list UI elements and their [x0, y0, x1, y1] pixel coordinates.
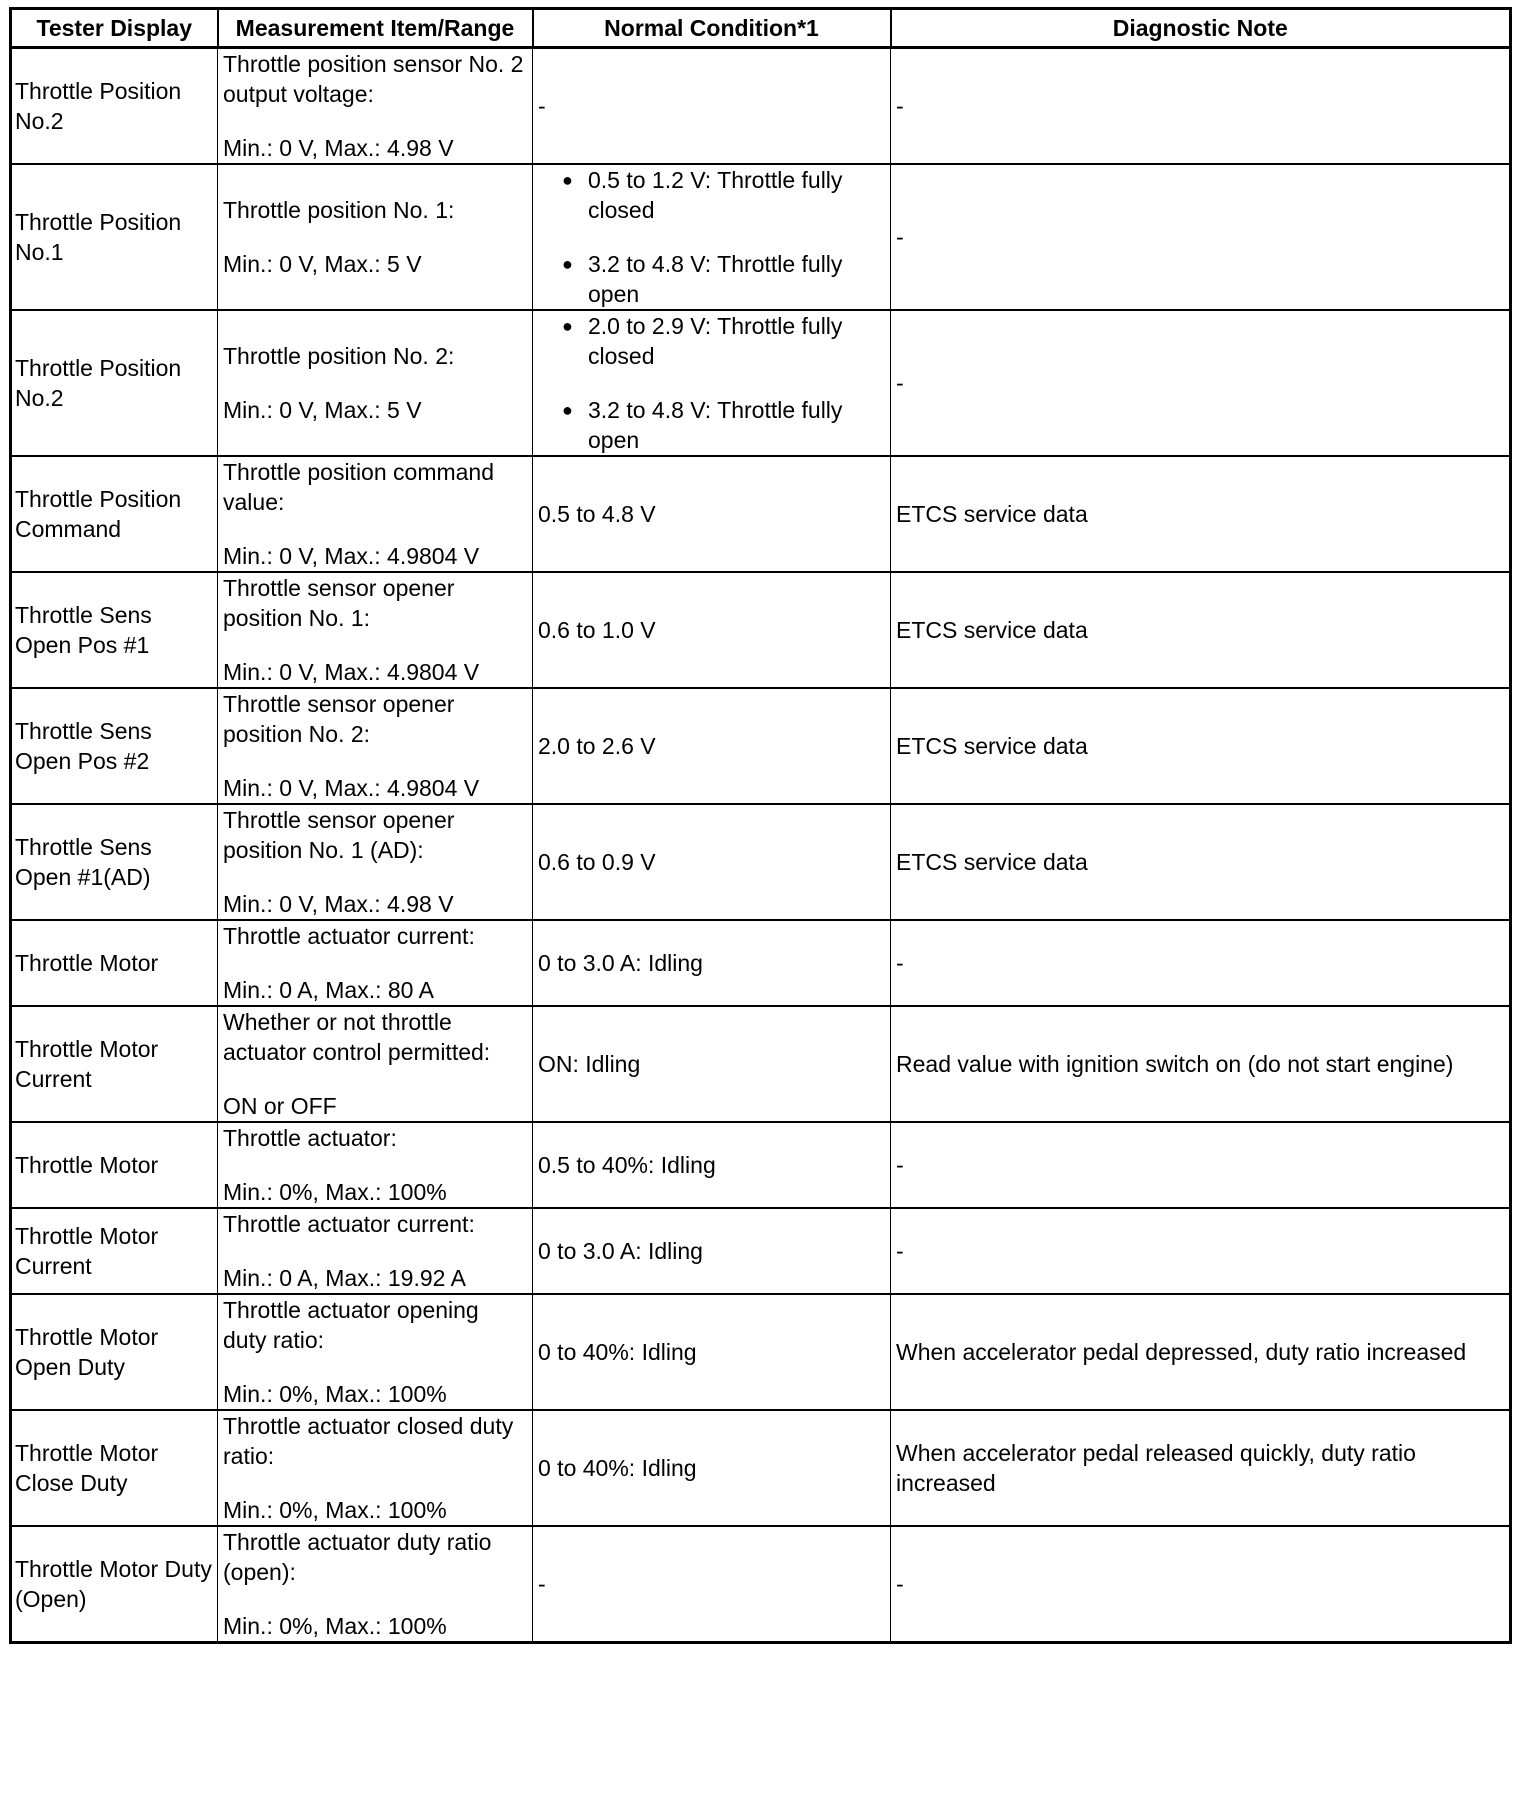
cell-normal-condition — [533, 572, 891, 688]
cell-tester-display: Throttle Motor — [11, 920, 218, 1006]
measurement-gap — [223, 1239, 527, 1263]
table-row — [11, 310, 1511, 456]
measurement-gap — [223, 749, 527, 773]
table-row — [11, 48, 1511, 165]
normal-condition-text: 3.2 to 4.8 V: Throttle fully open — [588, 397, 843, 453]
bullet-dot-icon: ● — [562, 254, 573, 274]
measurement-item-text: Throttle actuator opening duty ratio: — [223, 1297, 479, 1353]
normal-condition-text: 0 to 40%: Idling — [538, 1455, 697, 1481]
normal-condition-text: 0 to 3.0 A: Idling — [538, 950, 703, 976]
normal-condition-text: 0.5 to 4.8 V — [538, 501, 656, 527]
normal-condition-text: - — [538, 1571, 546, 1597]
measurement-gap — [223, 109, 527, 133]
header-normal-condition: Normal Condition*1 — [533, 9, 891, 48]
table-row — [11, 456, 1511, 572]
normal-condition-text: 0.5 to 1.2 V: Throttle fully closed — [588, 167, 843, 223]
cell-measurement-item — [218, 456, 533, 572]
cell-diagnostic-note: When accelerator pedal released quickly, duty ratio increased — [891, 1410, 1511, 1526]
list-item — [558, 311, 885, 371]
measurement-range-text: Min.: 0%, Max.: 100% — [223, 1613, 447, 1639]
measurement-gap — [223, 1471, 527, 1495]
measurement-item-text: Throttle actuator: — [223, 1125, 397, 1151]
table-row — [11, 164, 1511, 310]
measurement-range-text: Min.: 0 A, Max.: 80 A — [223, 977, 434, 1003]
cell-normal-condition — [533, 1294, 891, 1410]
list-item — [558, 395, 885, 455]
table-row — [11, 1526, 1511, 1643]
cell-normal-condition — [533, 1122, 891, 1208]
measurement-range-text: Min.: 0 A, Max.: 19.92 A — [223, 1265, 466, 1291]
normal-condition-text: ON: Idling — [538, 1051, 641, 1077]
measurement-gap — [223, 517, 527, 541]
cell-normal-condition — [533, 1208, 891, 1294]
measurement-item-text: Throttle actuator duty ratio (open): — [223, 1529, 492, 1585]
measurement-gap — [223, 1067, 527, 1091]
measurement-item-text: Throttle sensor opener position No. 1 (AD): — [223, 807, 455, 863]
measurement-range-text: Min.: 0 V, Max.: 4.98 V — [223, 891, 454, 917]
cell-tester-display: Throttle Motor Duty (Open) — [11, 1526, 218, 1643]
measurement-gap — [223, 1355, 527, 1379]
cell-normal-condition — [533, 1006, 891, 1122]
cell-diagnostic-note: - — [891, 1122, 1511, 1208]
list-item — [558, 249, 885, 309]
table-row — [11, 1122, 1511, 1208]
cell-measurement-item — [218, 164, 533, 310]
cell-tester-display: Throttle Position No.1 — [11, 164, 218, 310]
normal-condition-text: - — [538, 93, 546, 119]
measurement-item-text: Throttle position sensor No. 2 output voltage: — [223, 51, 524, 107]
measurement-gap — [223, 1153, 527, 1177]
normal-condition-list — [538, 165, 885, 309]
cell-tester-display: Throttle Position Command — [11, 456, 218, 572]
cell-normal-condition — [533, 1410, 891, 1526]
spec-table-page — [9, 7, 1509, 1644]
table-row — [11, 1410, 1511, 1526]
cell-tester-display: Throttle Motor — [11, 1122, 218, 1208]
measurement-gap — [223, 633, 527, 657]
cell-diagnostic-note: - — [891, 164, 1511, 310]
cell-tester-display: Throttle Motor Current — [11, 1006, 218, 1122]
cell-tester-display: Throttle Position No.2 — [11, 48, 218, 165]
cell-normal-condition — [533, 164, 891, 310]
cell-normal-condition — [533, 804, 891, 920]
cell-tester-display: Throttle Sens Open Pos #1 — [11, 572, 218, 688]
normal-condition-text: 3.2 to 4.8 V: Throttle fully open — [588, 251, 843, 307]
cell-normal-condition — [533, 920, 891, 1006]
cell-measurement-item — [218, 688, 533, 804]
table-row — [11, 1006, 1511, 1122]
cell-measurement-item — [218, 310, 533, 456]
cell-diagnostic-note: - — [891, 48, 1511, 165]
cell-measurement-item — [218, 1006, 533, 1122]
cell-measurement-item — [218, 1410, 533, 1526]
measurement-gap — [223, 865, 527, 889]
cell-measurement-item — [218, 920, 533, 1006]
measurement-range-text: Min.: 0 V, Max.: 5 V — [223, 251, 422, 277]
cell-diagnostic-note: - — [891, 310, 1511, 456]
measurement-item-text: Throttle sensor opener position No. 2: — [223, 691, 455, 747]
cell-measurement-item — [218, 1122, 533, 1208]
measurement-item-text: Whether or not throttle actuator control permitted: — [223, 1009, 491, 1065]
table-body — [11, 48, 1511, 1643]
normal-condition-text: 2.0 to 2.9 V: Throttle fully closed — [588, 313, 843, 369]
cell-measurement-item — [218, 1208, 533, 1294]
cell-tester-display: Throttle Position No.2 — [11, 310, 218, 456]
measurement-item-text: Throttle position command value: — [223, 459, 495, 515]
cell-normal-condition — [533, 688, 891, 804]
normal-condition-text: 0.5 to 40%: Idling — [538, 1152, 716, 1178]
measurement-item-text: Throttle position No. 2: — [223, 343, 455, 369]
cell-diagnostic-note: When accelerator pedal depressed, duty ratio increased — [891, 1294, 1511, 1410]
cell-diagnostic-note: Read value with ignition switch on (do not start engine) — [891, 1006, 1511, 1122]
cell-measurement-item — [218, 572, 533, 688]
cell-diagnostic-note: ETCS service data — [891, 572, 1511, 688]
cell-tester-display: Throttle Motor Current — [11, 1208, 218, 1294]
cell-tester-display: Throttle Sens Open #1(AD) — [11, 804, 218, 920]
cell-measurement-item — [218, 804, 533, 920]
cell-diagnostic-note: ETCS service data — [891, 804, 1511, 920]
table-row — [11, 1294, 1511, 1410]
measurement-item-text: Throttle sensor opener position No. 1: — [223, 575, 455, 631]
header-diagnostic-note: Diagnostic Note — [891, 9, 1511, 48]
measurement-range-text: Min.: 0 V, Max.: 4.98 V — [223, 135, 454, 161]
measurement-range-text: Min.: 0 V, Max.: 4.9804 V — [223, 775, 480, 801]
table-row — [11, 1208, 1511, 1294]
normal-condition-text: 2.0 to 2.6 V — [538, 733, 656, 759]
measurement-range-text: Min.: 0%, Max.: 100% — [223, 1179, 447, 1205]
bullet-dot-icon: ● — [562, 170, 573, 190]
table-row — [11, 804, 1511, 920]
header-measurement-item: Measurement Item/Range — [218, 9, 533, 48]
cell-diagnostic-note: ETCS service data — [891, 456, 1511, 572]
bullet-dot-icon: ● — [562, 316, 573, 336]
measurement-gap — [223, 371, 527, 395]
measurement-item-text: Throttle position No. 1: — [223, 197, 455, 223]
table-row — [11, 572, 1511, 688]
cell-diagnostic-note: ETCS service data — [891, 688, 1511, 804]
cell-diagnostic-note: - — [891, 920, 1511, 1006]
normal-condition-text: 0.6 to 1.0 V — [538, 617, 656, 643]
cell-normal-condition — [533, 48, 891, 165]
cell-tester-display: Throttle Sens Open Pos #2 — [11, 688, 218, 804]
cell-tester-display: Throttle Motor Open Duty — [11, 1294, 218, 1410]
measurement-range-text: Min.: 0%, Max.: 100% — [223, 1381, 447, 1407]
measurement-item-text: Throttle actuator current: — [223, 923, 475, 949]
normal-condition-text: 0 to 40%: Idling — [538, 1339, 697, 1365]
measurement-gap — [223, 1587, 527, 1611]
measurement-gap — [223, 225, 527, 249]
measurement-range-text: Min.: 0%, Max.: 100% — [223, 1497, 447, 1523]
bullet-dot-icon: ● — [562, 400, 573, 420]
normal-condition-text: 0.6 to 0.9 V — [538, 849, 656, 875]
measurement-gap — [223, 951, 527, 975]
measurement-item-text: Throttle actuator closed duty ratio: — [223, 1413, 514, 1469]
normal-condition-text: 0 to 3.0 A: Idling — [538, 1238, 703, 1264]
list-item — [558, 165, 885, 225]
cell-diagnostic-note: - — [891, 1208, 1511, 1294]
table-row — [11, 920, 1511, 1006]
cell-normal-condition — [533, 310, 891, 456]
cell-measurement-item — [218, 1294, 533, 1410]
cell-normal-condition — [533, 456, 891, 572]
cell-measurement-item — [218, 48, 533, 165]
measurement-range-text: Min.: 0 V, Max.: 5 V — [223, 397, 422, 423]
measurement-range-text: ON or OFF — [223, 1093, 337, 1119]
header-tester-display: Tester Display — [11, 9, 218, 48]
cell-normal-condition — [533, 1526, 891, 1643]
measurement-range-text: Min.: 0 V, Max.: 4.9804 V — [223, 543, 480, 569]
cell-tester-display: Throttle Motor Close Duty — [11, 1410, 218, 1526]
tester-display-table — [9, 7, 1512, 1644]
measurement-item-text: Throttle actuator current: — [223, 1211, 475, 1237]
normal-condition-list — [538, 311, 885, 455]
table-row — [11, 688, 1511, 804]
table-header-row — [11, 9, 1511, 48]
cell-measurement-item — [218, 1526, 533, 1643]
cell-diagnostic-note: - — [891, 1526, 1511, 1643]
measurement-range-text: Min.: 0 V, Max.: 4.9804 V — [223, 659, 480, 685]
